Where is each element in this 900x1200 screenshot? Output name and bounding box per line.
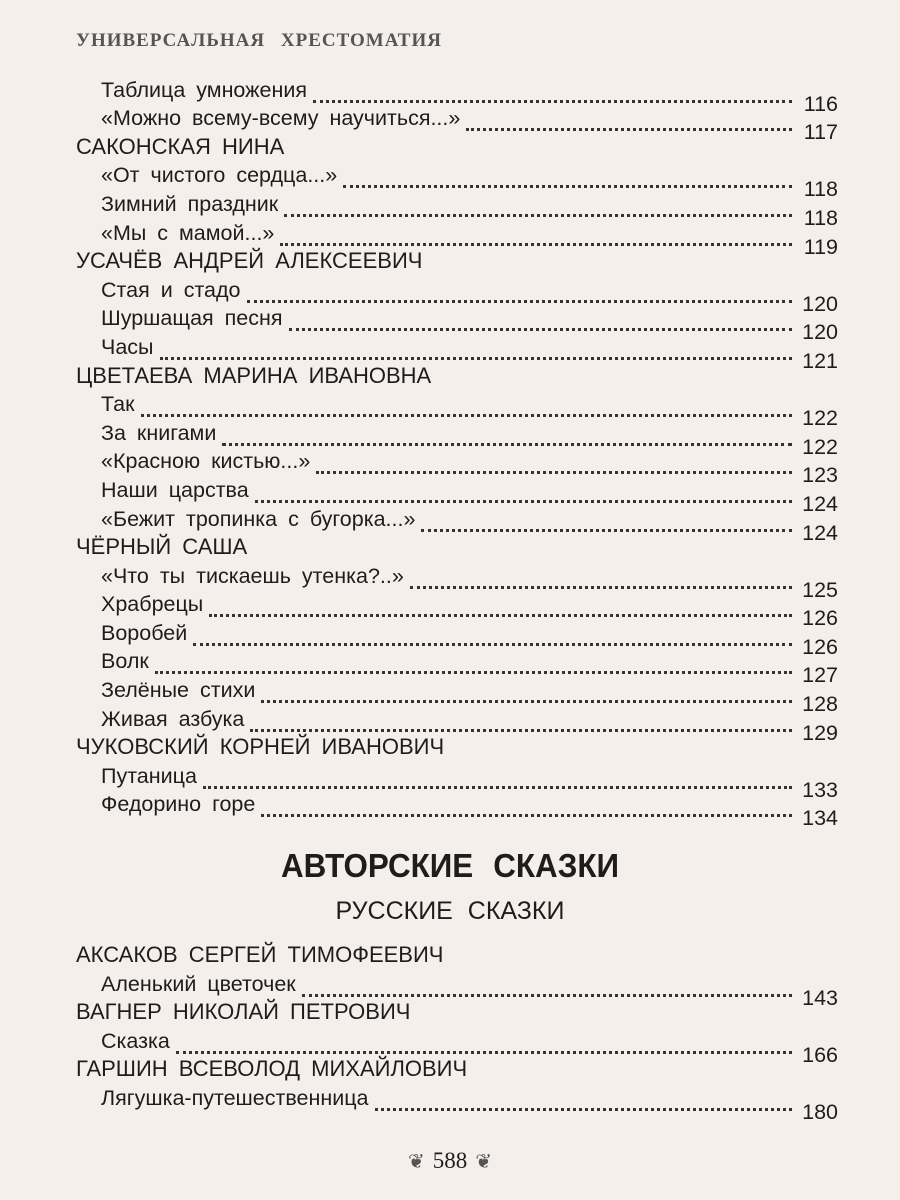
page-ref: 116 bbox=[803, 91, 838, 116]
entry-title: Лягушка-путешественница bbox=[101, 1086, 369, 1110]
toc-entry bbox=[0, 160, 900, 202]
dot-leader bbox=[421, 529, 792, 532]
dot-leader bbox=[255, 500, 792, 503]
dot-leader bbox=[261, 814, 792, 817]
toc-entry bbox=[0, 331, 900, 373]
toc-part-1 bbox=[0, 74, 900, 831]
page-ref: 123 bbox=[802, 463, 838, 488]
dot-leader bbox=[313, 100, 792, 103]
page-ref: 166 bbox=[802, 1042, 838, 1067]
entry-title: Аленький цветочек bbox=[101, 971, 296, 996]
table-of-contents bbox=[0, 74, 900, 1124]
entry-title: «Можно всему-всему научиться...» bbox=[101, 106, 461, 131]
page-ref: 143 bbox=[802, 985, 838, 1010]
dot-leader bbox=[222, 443, 792, 446]
page-ref: 118 bbox=[803, 205, 838, 230]
entry-title: Стая и стадо bbox=[101, 277, 241, 302]
author-name: ВАГНЕР НИКОЛАЙ ПЕТРОВИЧ bbox=[76, 999, 411, 1025]
page-ref: 129 bbox=[802, 720, 838, 745]
entry-title: За книгами bbox=[101, 420, 217, 445]
toc-entry bbox=[0, 760, 900, 802]
entry-title: Таблица умножения bbox=[101, 77, 308, 102]
dot-leader bbox=[247, 300, 792, 303]
dot-leader bbox=[302, 994, 792, 997]
page-ref: 122 bbox=[802, 406, 838, 431]
section-title: АВТОРСКИЕ СКАЗКИ bbox=[280, 847, 620, 885]
dot-leader bbox=[375, 1108, 792, 1111]
dot-leader bbox=[176, 1051, 792, 1054]
toc-entry bbox=[0, 560, 900, 602]
entry-title: «Бежит тропинка с бугорка...» bbox=[101, 506, 416, 531]
author-name: АКСАКОВ СЕРГЕЙ ТИМОФЕЕВИЧ bbox=[76, 942, 444, 968]
page-ref: 120 bbox=[802, 291, 838, 316]
dot-leader bbox=[280, 243, 792, 246]
entry-title: Живая азбука bbox=[101, 706, 245, 731]
toc-entry bbox=[0, 417, 900, 459]
dot-leader bbox=[250, 729, 792, 732]
toc-author bbox=[0, 939, 900, 968]
toc-author bbox=[0, 1054, 900, 1083]
toc-entry bbox=[0, 274, 900, 316]
author-name: ГАРШИН ВСЕВОЛОД МИХАЙЛОВИЧ bbox=[76, 1056, 468, 1082]
dot-leader bbox=[160, 357, 793, 360]
dot-leader bbox=[343, 185, 792, 188]
dot-leader bbox=[155, 671, 792, 674]
toc-entry bbox=[0, 968, 900, 1010]
toc-author bbox=[0, 997, 900, 1026]
entry-title: Воробей bbox=[101, 620, 188, 645]
toc-author bbox=[0, 732, 900, 761]
toc-author bbox=[0, 360, 900, 389]
toc-entry bbox=[0, 446, 900, 488]
dot-leader bbox=[209, 614, 792, 617]
dot-leader bbox=[284, 214, 792, 217]
page-ref: 134 bbox=[802, 806, 838, 831]
toc-entry bbox=[0, 74, 900, 116]
toc-entry bbox=[0, 389, 900, 431]
entry-title: «Красною кистью...» bbox=[101, 449, 311, 474]
dot-leader bbox=[410, 586, 792, 589]
entry-title: Часы bbox=[101, 334, 154, 359]
dot-leader bbox=[193, 643, 792, 646]
page-ref: 124 bbox=[802, 491, 838, 516]
author-name: ЧУКОВСКИЙ КОРНЕЙ ИВАНОВИЧ bbox=[76, 734, 445, 760]
page-number: 588 bbox=[432, 1148, 468, 1173]
author-name: УСАЧЁВ АНДРЕЙ АЛЕКСЕЕВИЧ bbox=[76, 248, 423, 274]
page-ref: 127 bbox=[802, 663, 838, 688]
author-name: ЦВЕТАЕВА МАРИНА ИВАНОВНА bbox=[76, 362, 432, 388]
entry-title: Так bbox=[101, 392, 135, 417]
dot-leader bbox=[466, 128, 792, 131]
page-ref: 118 bbox=[803, 177, 838, 202]
entry-title: «От чистого сердца...» bbox=[101, 163, 338, 188]
toc-author bbox=[0, 532, 900, 561]
page-ref: 117 bbox=[803, 120, 838, 145]
toc-entry bbox=[0, 103, 900, 145]
toc-entry bbox=[0, 188, 900, 230]
page-ref: 126 bbox=[802, 606, 838, 631]
page-ref: 126 bbox=[802, 634, 838, 659]
entry-title: Храбрецы bbox=[101, 592, 204, 617]
running-header: УНИВЕРСАЛЬНАЯ ХРЕСТОМАТИЯ bbox=[76, 30, 442, 51]
author-name: САКОНСКАЯ НИНА bbox=[76, 133, 285, 159]
toc-part-2 bbox=[0, 939, 900, 1124]
entry-title: Наши царства bbox=[101, 477, 249, 502]
toc-entry bbox=[0, 474, 900, 516]
entry-title: Федорино горе bbox=[101, 792, 256, 817]
ornament-right-icon: ❦ bbox=[475, 1151, 493, 1173]
dot-leader bbox=[261, 700, 792, 703]
page-ref: 120 bbox=[802, 320, 838, 345]
ornament-left-icon: ❦ bbox=[407, 1151, 425, 1173]
entry-title: Зимний праздник bbox=[101, 191, 279, 216]
dot-leader bbox=[289, 328, 792, 331]
toc-entry bbox=[0, 703, 900, 745]
page-ref: 119 bbox=[803, 234, 838, 259]
toc-entry bbox=[0, 589, 900, 631]
page-ref: 128 bbox=[802, 692, 838, 717]
entry-title: Зелёные стихи bbox=[101, 678, 256, 703]
toc-author bbox=[0, 246, 900, 275]
toc-entry bbox=[0, 1025, 900, 1067]
page-ref: 122 bbox=[802, 434, 838, 459]
dot-leader bbox=[316, 471, 792, 474]
subsection-title: РУССКИЕ СКАЗКИ bbox=[335, 897, 565, 926]
toc-entry bbox=[0, 617, 900, 659]
dot-leader bbox=[203, 786, 792, 789]
toc-author bbox=[0, 131, 900, 160]
entry-title: «Что ты тискаешь утенка?..» bbox=[101, 563, 404, 588]
page-ref: 180 bbox=[802, 1100, 838, 1124]
entry-title: Волк bbox=[101, 649, 149, 674]
toc-entry bbox=[0, 789, 900, 831]
toc-entry bbox=[0, 674, 900, 717]
author-name: ЧЁРНЫЙ САША bbox=[76, 534, 248, 560]
entry-title: Путаница bbox=[101, 763, 197, 788]
toc-entry bbox=[0, 503, 900, 545]
page-ref: 121 bbox=[802, 348, 838, 373]
page-ref: 125 bbox=[802, 577, 838, 602]
dot-leader bbox=[141, 414, 792, 417]
toc-entry bbox=[0, 646, 900, 688]
page-ref: 124 bbox=[802, 520, 838, 545]
toc-entry bbox=[0, 303, 900, 345]
page-footer bbox=[0, 1148, 900, 1174]
page-ref: 133 bbox=[802, 777, 838, 802]
toc-entry bbox=[0, 217, 900, 259]
toc-entry bbox=[0, 1082, 900, 1124]
entry-title: Сказка bbox=[101, 1028, 170, 1053]
entry-title: Шуршащая песня bbox=[101, 306, 283, 331]
entry-title: «Мы с мамой...» bbox=[101, 220, 275, 245]
